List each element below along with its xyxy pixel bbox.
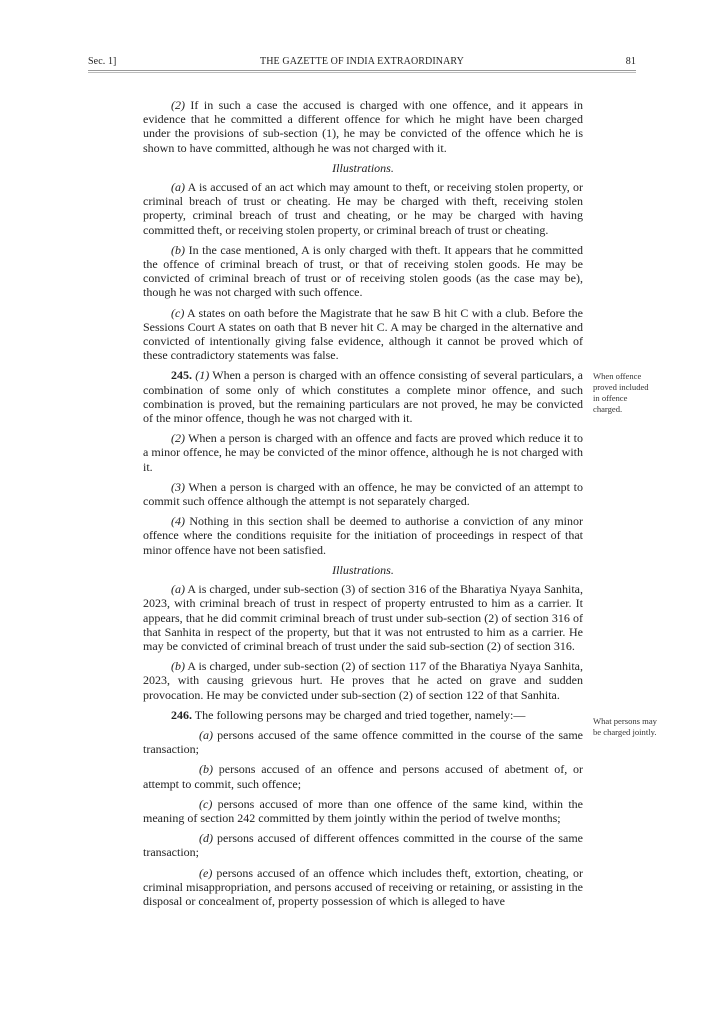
section-245-1 bbox=[143, 368, 583, 425]
section-label: Sec. 1] bbox=[88, 56, 117, 67]
clause-number: (b) bbox=[199, 762, 213, 777]
clause-246-d bbox=[143, 831, 583, 859]
clause-number: (d) bbox=[199, 831, 213, 846]
paragraph-text: persons accused of different offences committed in the course of the same transaction; bbox=[143, 831, 583, 860]
clause-number: (a) bbox=[199, 727, 213, 742]
clause-number: (a) bbox=[171, 180, 185, 195]
paragraph-text: When a person is charged with an offence consisting of several particulars, a combination of some only of which constitutes a complete minor offence, and such combination is proved, but the remaining particulars are not proved, he may be convicted of the minor offence, though he was not charged with it. bbox=[143, 368, 583, 426]
paragraph-text: persons accused of an offence which includes theft, extortion, cheating, or criminal misappropriation, and persons accused of receiving or retaining, or assisting in the disposal or concealment of, property possession of which is alleged to have bbox=[143, 865, 583, 908]
clause-number: (e) bbox=[199, 865, 213, 880]
paragraph-text: In the case mentioned, A is only charged with theft. It appears that he committed the offence of criminal breach of trust, or that of receiving stolen goods. He may be convicted of criminal breach of trust or of receiving stolen goods (as the case may be), though he was not charged with such offence. bbox=[143, 242, 583, 300]
paragraph-text: If in such a case the accused is charged with one offence, and it appears in evidence that he committed a different offence for which he might have been charged under the provisions of sub-section (1), he may be convicted of the offence which he is shown to have committed, although he was not charged with it. bbox=[143, 98, 583, 155]
clause-246-e bbox=[143, 866, 583, 909]
header-rule-secondary bbox=[88, 72, 636, 73]
illustration-b bbox=[143, 659, 583, 702]
section-number: 245. bbox=[171, 368, 192, 383]
paragraph-text: persons accused of the same offence committed in the course of the same transaction; bbox=[143, 727, 583, 757]
paragraph-text: When a person is charged with an offence and facts are proved which reduce it to a minor offence, he may be convicted of the minor offence, although he is not charged with it. bbox=[143, 431, 583, 474]
illustration-b bbox=[143, 243, 583, 300]
clause-number: (c) bbox=[171, 305, 185, 320]
paragraph-text: A states on oath before the Magistrate that he saw B hit C with a club. Before the Sessions Court A states on oath that B never hit C. A may be charged in the alternative and convicted of intentionally giving false evidence, although it cannot be proved which of these contradictory statements was false. bbox=[143, 305, 583, 363]
paragraph-subsection-2 bbox=[143, 98, 583, 155]
paragraph-text: A is charged, under sub-section (3) of section 316 of the Bharatiya Nyaya Sanhita, 2023, with criminal breach of trust in respect of property entrusted to him as a carrier. It appears, that he did commit criminal breach of trust under sub-section (2) of section 316 of that Sanhita in respect of the property, but that it was not entrusted to him as a carrier. He may be convicted of criminal breach of trust under the said sub-section (2) of section 316. bbox=[143, 582, 583, 653]
clause-number: (4) bbox=[171, 514, 185, 529]
clause-number: (a) bbox=[171, 582, 185, 597]
illustration-a bbox=[143, 180, 583, 237]
paragraph-text: A is charged, under sub-section (2) of section 117 of the Bharatiya Nyaya Sanhita, 2023, with causing grievous hurt. He proves that he acted on grave and sudden provocation. He may be convicted under sub-section (2) of section 122 of that Sanhita. bbox=[143, 659, 583, 702]
clause-246-b bbox=[143, 762, 583, 790]
section-245-3 bbox=[143, 480, 583, 508]
clause-246-c bbox=[143, 797, 583, 825]
paragraph-text: persons accused of more than one offence of the same kind, within the meaning of section 242 committed by them jointly within the period of twelve months; bbox=[143, 796, 583, 825]
clause-number: (3) bbox=[171, 479, 185, 494]
paragraph-text: persons accused of an offence and persons accused of abetment of, or attempt to commit, such offence; bbox=[143, 762, 583, 791]
paragraph-text: The following persons may be charged and tried together, namely:— bbox=[192, 707, 526, 722]
clause-number: (b) bbox=[171, 659, 185, 674]
paragraph-text: Nothing in this section shall be deemed to authorise a conviction of any minor offence where the conditions requisite for the initiation of proceedings in respect of that minor offence have not been satisfied. bbox=[143, 514, 583, 557]
page-header bbox=[88, 54, 636, 70]
clause-number: (2) bbox=[171, 98, 185, 112]
margin-note-245: When offence proved included in offence charged. bbox=[593, 371, 649, 414]
section-246 bbox=[143, 708, 583, 722]
gazette-title: THE GAZETTE OF INDIA EXTRAORDINARY bbox=[260, 56, 464, 67]
illustration-c bbox=[143, 306, 583, 363]
paragraph-text: When a person is charged with an offence, he may be convicted of an attempt to commit such offence although the attempt is not separately charged. bbox=[143, 479, 583, 509]
illustrations-heading: Illustrations. bbox=[332, 160, 394, 175]
clause-246-a bbox=[143, 728, 583, 756]
clause-number: (1) bbox=[192, 368, 210, 383]
section-number: 246. bbox=[171, 707, 192, 722]
section-245-2 bbox=[143, 431, 583, 474]
illustration-a bbox=[143, 582, 583, 653]
illustrations-heading: Illustrations. bbox=[332, 562, 394, 577]
section-245-4 bbox=[143, 514, 583, 557]
paragraph-text: A is accused of an act which may amount to theft, or receiving stolen property, or criminal breach of trust or cheating. He may be charged with theft, receiving stolen property, criminal breach of trust and cheating, or he may be charged with having committed theft, or receiving stolen property, or criminal breach of trust or cheating. bbox=[143, 180, 583, 237]
page-number: 81 bbox=[625, 56, 636, 67]
header-rule bbox=[88, 70, 636, 71]
clause-number: (2) bbox=[171, 431, 185, 446]
clause-number: (b) bbox=[171, 242, 185, 257]
clause-number: (c) bbox=[199, 796, 213, 811]
margin-note-246: What persons may be charged jointly. bbox=[593, 716, 657, 737]
document-body bbox=[143, 98, 583, 914]
